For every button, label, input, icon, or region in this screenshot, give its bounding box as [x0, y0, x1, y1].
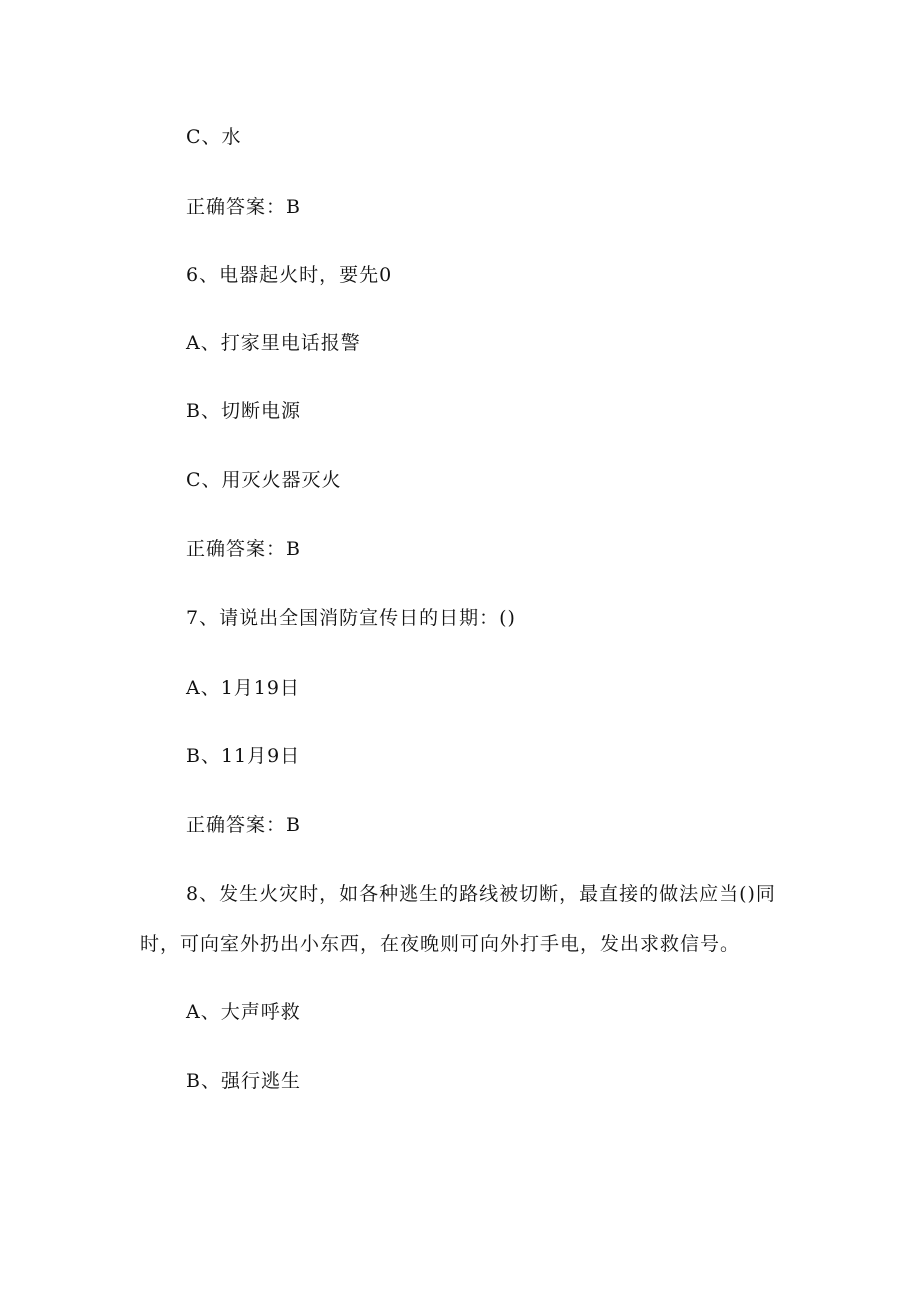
q6-option-c: C、用灭火器灭火: [186, 469, 342, 491]
q8-option-a: A、大声呼救: [186, 1001, 301, 1023]
answer-line-q7: 正确答案：B: [186, 814, 301, 836]
question-6: 6、电器起火时，要先0: [186, 264, 393, 286]
question-7: 7、请说出全国消防宣传日的日期：(): [186, 607, 516, 629]
q7-option-a: A、1月19日: [186, 677, 300, 699]
answer-line-q5: 正确答案：B: [186, 196, 301, 218]
option-c-water: C、水: [186, 126, 242, 148]
q6-option-b: B、切断电源: [186, 400, 301, 422]
question-8-line-2: 时，可向室外扔出小东西，在夜晚则可向外打手电，发出求救信号。: [140, 933, 741, 955]
q7-option-b: B、11月9日: [186, 745, 301, 767]
question-8-line-1: 8、发生火灾时，如各种逃生的路线被切断，最直接的做法应当()同: [186, 883, 776, 905]
answer-line-q6: 正确答案：B: [186, 538, 301, 560]
q6-option-a: A、打家里电话报警: [186, 332, 361, 354]
q8-option-b: B、强行逃生: [186, 1070, 301, 1092]
